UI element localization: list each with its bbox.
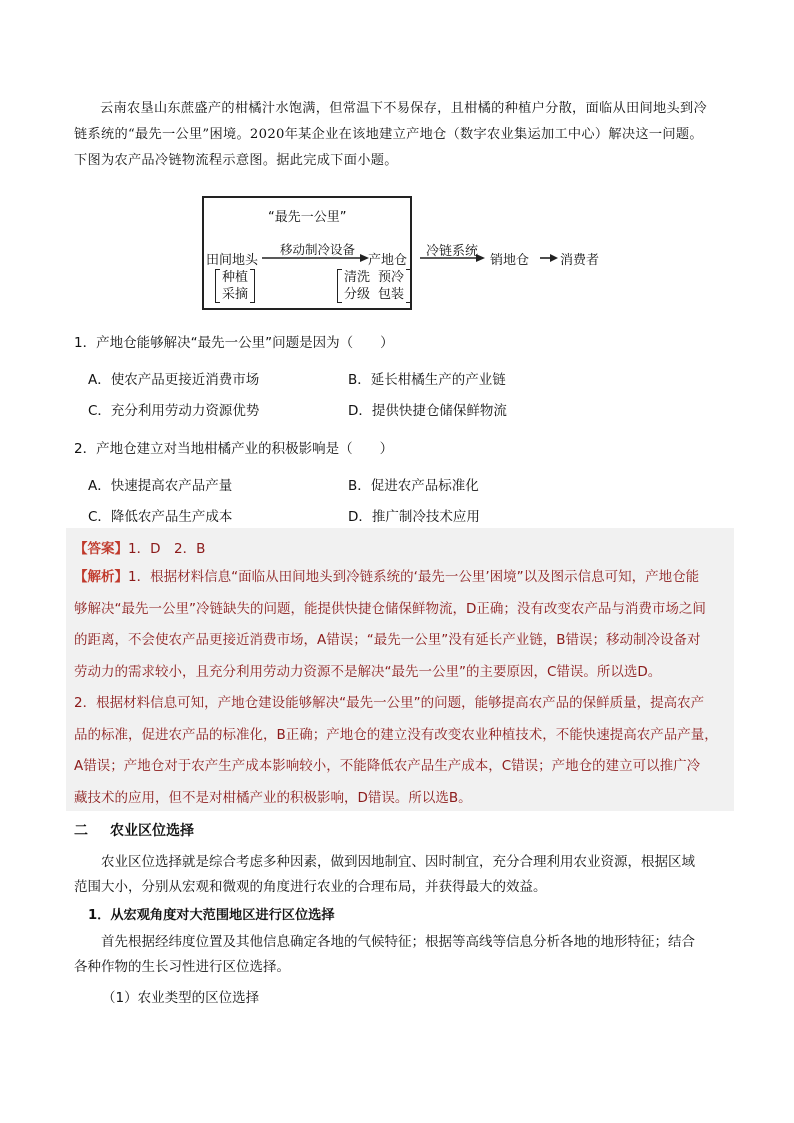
answer-line [74, 537, 205, 557]
q2-option-d: D．推广制冷技术应用 [348, 509, 480, 525]
sales-warehouse-label: 销地仓 [490, 253, 530, 268]
q1-option-d: D．提供快捷仓储保鲜物流 [348, 403, 507, 419]
subsection-1-heading: 1．从宏观角度对大范围地区进行区位选择 [88, 908, 335, 923]
explanation-p1-line-3: 的距离，不会使农产品更接近消费市场，A错误；“最先一公里”没有延长产业链，B错误；移动制冷设备对 [74, 632, 701, 648]
question-2-stem: 2．产地仓建立对当地柑橘产业的积极影响是（ ） [74, 441, 394, 457]
section-2-para1-line-1: 农业区位选择就是综合考虑多种因素，做到因地制宜、因时制宜，充分合理利用农业资源，根据区域 [101, 854, 695, 870]
section-2-title: 农业区位选择 [110, 823, 194, 839]
q1-option-b: B．延长柑橘生产的产业链 [348, 372, 506, 388]
explanation-p2-line-3: A错误；产地仓对于农产生产成本影响较小，不能降低农产品生产成本，C错误；产地仓的建立可以推广冷 [74, 758, 701, 774]
q2-option-c: C．降低农产品生产成本 [88, 509, 233, 525]
section-2-para1-line-2: 范围大小，分别从宏观和微观的角度进行农业的合理布局，并获得最大的效益。 [74, 879, 547, 895]
cold-chain-label: 冷链系统 [426, 244, 479, 259]
subsection-1-1-heading: （1）农业类型的区位选择 [102, 990, 260, 1006]
q2-option-b: B．促进农产品标准化 [348, 478, 479, 494]
intro-line-1: 云南农垦山东蔗盛产的柑橘汁水饱满，但常温下不易保存，且柑橘的种植户分散，面临从田间地头到冷 [100, 101, 707, 116]
precooling-label: 预冷 [378, 270, 405, 285]
explanation-p1-line-1: 【解析】1．根据材料信息“面临从田间地头到冷链系统的‘最先一公里’困境”以及图示信息可知，产地仓能 [74, 569, 700, 585]
explanation-p2-line-2: 品的标准，促进农产品的标准化，B正确；产地仓的建立没有改变农业种植技术，不能快速提高农产品产量， [74, 726, 718, 743]
washing-label: 清洗 [344, 270, 371, 285]
section-2-para2-line-2: 各种作物的生长习性进行区位选择。 [74, 959, 290, 975]
planting-label: 种植 [222, 270, 249, 285]
consumer-label: 消费者 [560, 253, 600, 268]
intro-line-3: 下图为农产品冷链物流程示意图。据此完成下面小题。 [74, 153, 398, 168]
section-2-paragraph-1 [74, 850, 734, 900]
arrowhead-3 [550, 254, 558, 262]
mobile-refrigeration-label: 移动制冷设备 [280, 242, 356, 257]
first-mile-label: “最先一公里” [268, 210, 347, 225]
planting-picking-group [222, 269, 248, 303]
grading-label: 分级 [344, 287, 371, 302]
answer-tag: 【答案】 [74, 541, 128, 557]
packaging-label: 包装 [378, 287, 405, 302]
explanation-p2-line-1: 2．根据材料信息可知，产地仓建设能够解决“最先一公里”的问题，能够提高农产品的保鲜质量，提高农产 [74, 695, 705, 711]
origin-warehouse-label: 产地仓 [368, 253, 408, 268]
cold-chain-flow-diagram [196, 196, 616, 314]
section-2-paragraph-2 [74, 930, 734, 980]
section-2-number: 二 [74, 823, 88, 839]
explanation-tag: 【解析】 [74, 569, 128, 585]
explanation-block [74, 562, 734, 814]
answer-text: 1．D 2．B [128, 541, 206, 557]
q1-option-a: A．使农产品更接近消费市场 [88, 372, 260, 388]
section-2-heading [74, 820, 194, 840]
q2-option-a: A．快速提高农产品产量 [88, 478, 233, 494]
processing-group [344, 269, 404, 303]
q1-option-c: C．充分利用劳动力资源优势 [88, 403, 260, 419]
section-2-para2-line-1: 首先根据经纬度位置及其他信息确定各地的气候特征；根据等高线等信息分析各地的地形特征；结合 [101, 934, 695, 950]
field-label: 田间地头 [206, 253, 259, 268]
intro-paragraph [74, 96, 744, 174]
explanation-p1-line-2: 够解决“最先一公里”冷链缺失的问题，能提供快捷仓储保鲜物流，D正确；没有改变农产品与消费市场之间 [74, 600, 706, 617]
question-1-stem: 1．产地仓能够解决“最先一公里”问题是因为（ ） [74, 335, 394, 351]
intro-line-2: 链系统的“最先一公里”困境。2020年某企业在该地建立产地仓（数字农业集运加工中心）解决这一问题。 [74, 127, 703, 142]
explanation-p2-line-4: 藏技术的应用，但不是对柑橘产业的积极影响，D错误。所以选B。 [74, 789, 472, 806]
picking-label: 采摘 [222, 287, 249, 302]
explanation-p1-line-4: 劳动力的需求较小，且充分利用劳动力资源不是解决“最先一公里”的主要原因，C错误。所以选D。 [74, 663, 662, 680]
